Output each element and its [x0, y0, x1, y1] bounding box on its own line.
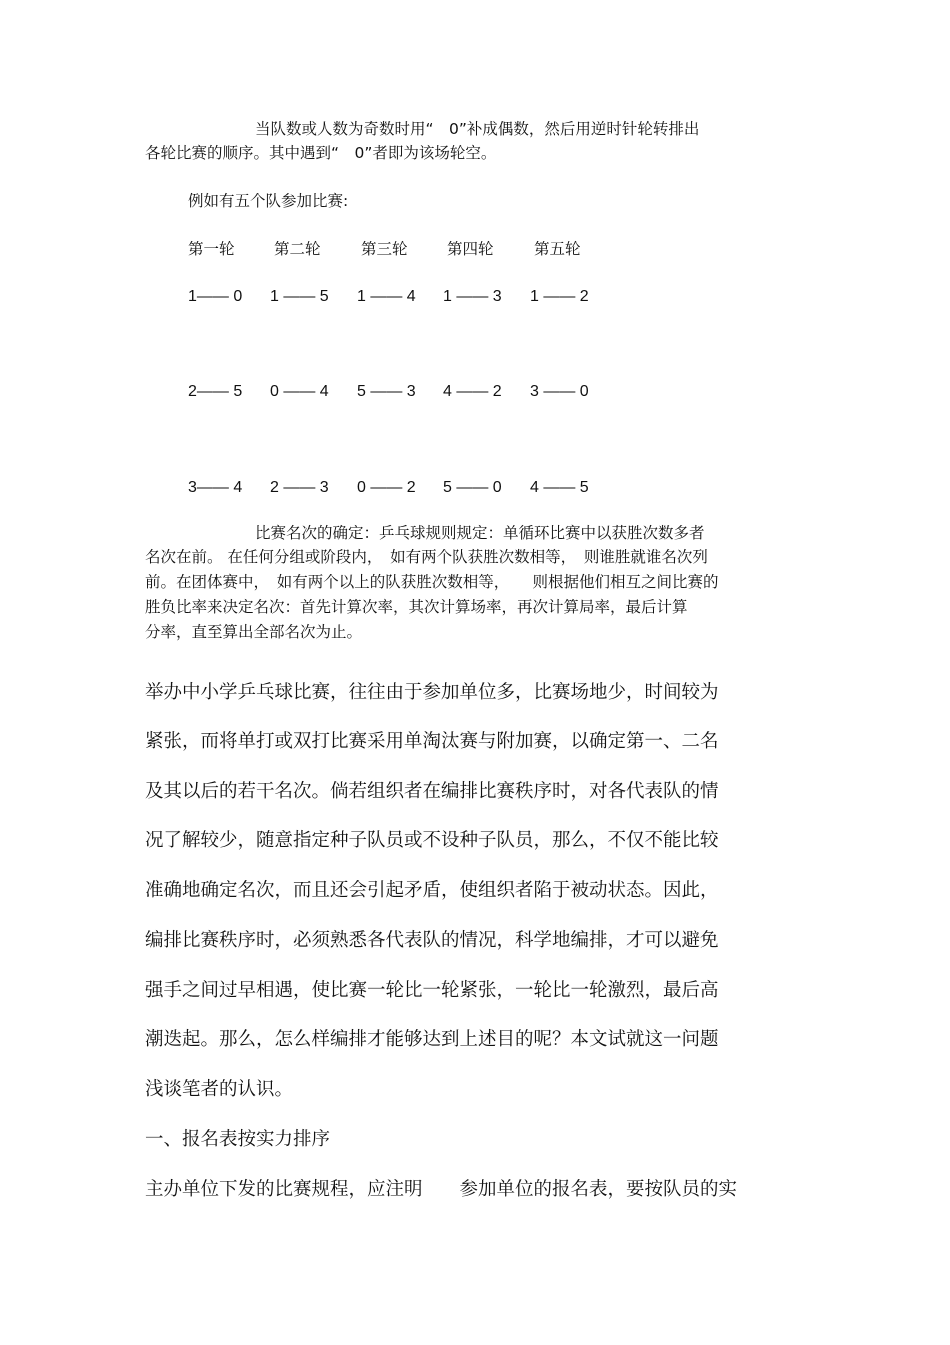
pairing-r2-c1: 2—— 5 — [188, 383, 243, 400]
ranking-line-3: 前。在团体赛中， 如有两个以上的队获胜次数相等， 则根据他们相互之间比赛的 — [145, 573, 719, 591]
body-line-7: 强手之间过早相遇，使比赛一轮比一轮紧张，一轮比一轮激烈，最后高 — [145, 980, 719, 1001]
pairing-r1-c2: 1 —— 5 — [270, 288, 329, 305]
pairing-r3-c2: 2 —— 3 — [270, 479, 329, 496]
body-line-4: 况了解较少，随意指定种子队员或不设种子队员，那么，不仅不能比较 — [145, 830, 719, 851]
body-line-9: 浅谈笔者的认识。 — [145, 1079, 294, 1100]
pairing-r1-c3: 1 —— 4 — [357, 288, 416, 305]
pairing-r3-c3: 0 —— 2 — [357, 479, 416, 496]
body-last-line: 主办单位下发的比赛规程，应注明 参加单位的报名表，要按队员的实 — [145, 1179, 738, 1200]
body-line-6: 编排比赛秩序时，必须熟悉各代表队的情况，科学地编排，才可以避免 — [145, 930, 719, 951]
pairing-r1-c1: 1—— 0 — [188, 288, 243, 305]
pairing-r3-c1: 3—— 4 — [188, 479, 243, 496]
body-line-1: 举办中小学乒乓球比赛，往往由于参加单位多，比赛场地少，时间较为 — [145, 682, 719, 703]
round-label-1: 第一轮 — [188, 240, 235, 258]
pairing-r3-c4: 5 —— 0 — [443, 479, 502, 496]
section-heading: 一、报名表按实力排序 — [145, 1129, 331, 1150]
body-line-3: 及其以后的若干名次。倘若组织者在编排比赛秩序时，对各代表队的情 — [145, 781, 719, 802]
pairing-r3-c5: 4 —— 5 — [530, 479, 589, 496]
pairing-r1-c4: 1 —— 3 — [443, 288, 502, 305]
example-heading: 例如有五个队参加比赛: — [188, 192, 349, 210]
ranking-line-5: 分率，直至算出全部名次为止。 — [145, 623, 363, 641]
round-label-4: 第四轮 — [447, 240, 494, 258]
pairing-r2-c3: 5 —— 3 — [357, 383, 416, 400]
pairing-r2-c4: 4 —— 2 — [443, 383, 502, 400]
pairing-r2-c2: 0 —— 4 — [270, 383, 329, 400]
intro-line-1: 当队数或人数为奇数时用“ 0”补成偶数，然后用逆时针轮转排出 — [255, 120, 700, 138]
round-label-2: 第二轮 — [274, 240, 321, 258]
round-label-3: 第三轮 — [361, 240, 408, 258]
body-line-2: 紧张，而将单打或双打比赛采用单淘汰赛与附加赛，以确定第一、二名 — [145, 731, 719, 752]
intro-line-2: 各轮比赛的顺序。其中遇到“ 0”者即为该场轮空。 — [145, 144, 497, 162]
body-line-8: 潮迭起。那么，怎么样编排才能够达到上述目的呢？本文试就这一问题 — [145, 1029, 719, 1050]
body-line-5: 准确地确定名次，而且还会引起矛盾，使组织者陷于被动状态。因此， — [145, 880, 719, 901]
ranking-line-1: 比赛名次的确定：乒乓球规则规定：单循环比赛中以获胜次数多者 — [255, 524, 705, 542]
pairing-r1-c5: 1 —— 2 — [530, 288, 589, 305]
pairing-r2-c5: 3 —— 0 — [530, 383, 589, 400]
ranking-line-2: 名次在前。 在任何分组或阶段内， 如有两个队获胜次数相等， 则谁胜就谁名次列 — [145, 548, 708, 566]
round-label-5: 第五轮 — [534, 240, 581, 258]
ranking-line-4: 胜负比率来决定名次：首先计算次率，其次计算场率，再次计算局率，最后计算 — [145, 598, 688, 616]
